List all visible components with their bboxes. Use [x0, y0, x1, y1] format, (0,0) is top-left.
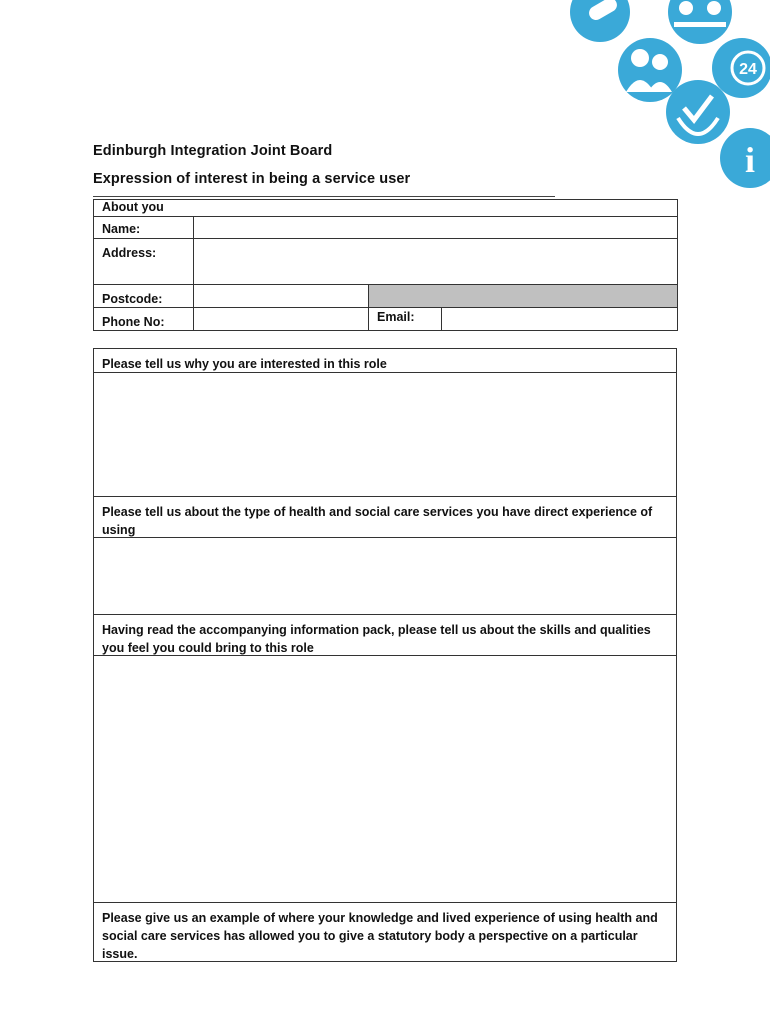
address-label: Address:	[94, 239, 194, 285]
meeting-icon	[668, 0, 732, 44]
name-label: Name:	[94, 217, 194, 239]
info-glyph: i	[744, 140, 756, 180]
pill-icon	[570, 0, 630, 42]
postcode-label: Postcode:	[94, 285, 194, 308]
answer-field-2[interactable]	[94, 538, 676, 615]
email-label: Email:	[369, 308, 442, 331]
greyed-cell	[369, 285, 678, 308]
info-icon	[720, 128, 770, 188]
postcode-field[interactable]	[194, 285, 369, 308]
title-divider	[93, 196, 555, 197]
answer-field-3[interactable]	[94, 656, 676, 903]
checkmark-person-icon	[666, 80, 730, 144]
logo-icon-cluster	[560, 0, 770, 190]
address-field[interactable]	[194, 239, 678, 285]
form-title: Expression of interest in being a service user	[93, 171, 411, 187]
question-label: Please give us an example of where your knowledge and lived experience of using health and social care services has allowed you to give a statutory body a perspective on a particular issue.	[102, 911, 658, 961]
phone-field[interactable]	[194, 308, 369, 331]
phone-label: Phone No:	[94, 308, 194, 331]
people-icon	[618, 38, 682, 102]
question-label: Having read the accompanying information pack, please tell us about the skills and qualities you feel you could bring to this role	[94, 615, 676, 656]
24-hour-badge-text: 24	[739, 61, 757, 78]
answer-field-1[interactable]	[94, 373, 676, 497]
about-you-table	[93, 199, 678, 331]
question-label: Please tell us why you are interested in this role	[94, 349, 676, 373]
name-field[interactable]	[194, 217, 678, 239]
org-title: Edinburgh Integration Joint Board	[93, 143, 333, 159]
24-hour-icon	[712, 38, 770, 98]
about-you-heading: About you	[94, 200, 678, 217]
question-box-1	[93, 348, 677, 962]
email-field[interactable]	[442, 308, 678, 331]
question-label: Please tell us about the type of health and social care services you have direct experience of using	[94, 497, 676, 538]
